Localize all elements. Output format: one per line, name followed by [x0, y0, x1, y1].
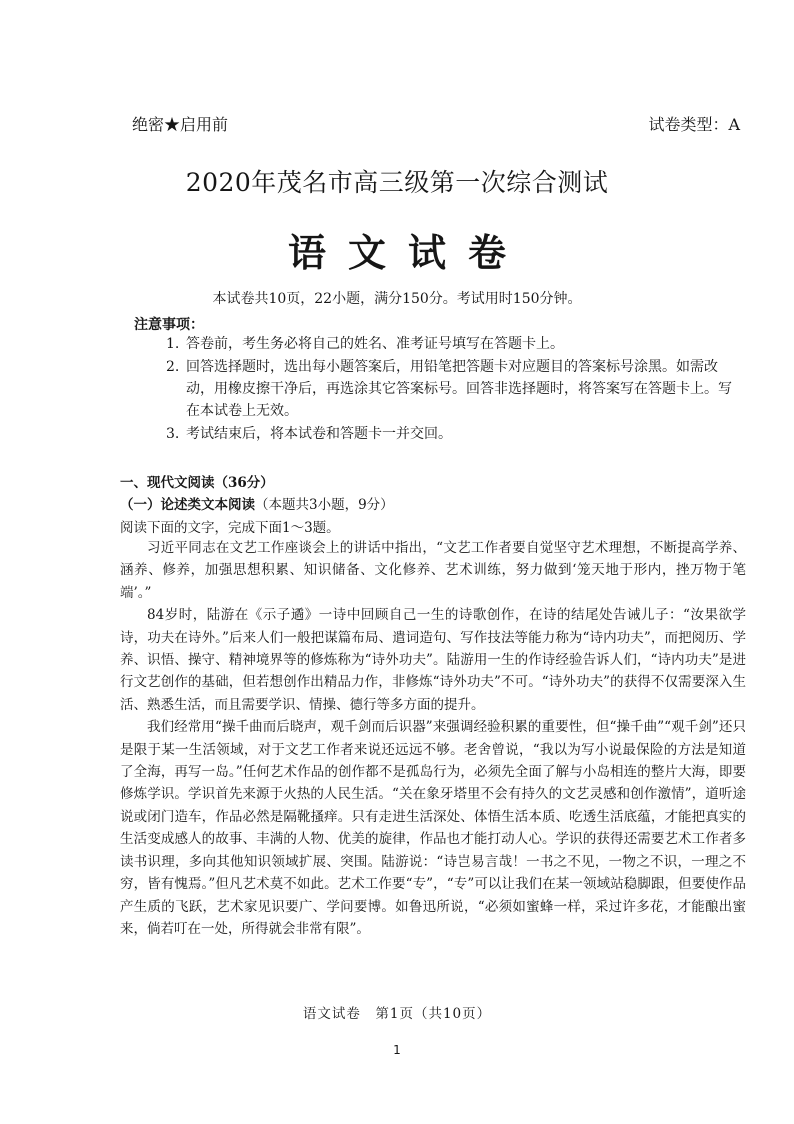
passage-paragraph: 习近平同志在文艺工作座谈会上的讲话中指出，“文艺工作者要自觉坚守艺术理想，不断提高学养、涵养、修养，加强思想积累、知识储备、文化修养、艺术训练，努力做到‘笼天地于形内，挫万物于笔端’。” — [120, 540, 746, 601]
notice-heading: 注意事项： — [134, 317, 204, 333]
section-heading: 一、现代文阅读（36分） — [120, 475, 274, 491]
subject-title: 语文试卷 — [287, 230, 528, 275]
reading-instruction: 阅读下面的文字，完成下面1～3题。 — [120, 520, 340, 536]
exam-title: 2020年茂名市高三级第一次综合测试 — [185, 168, 609, 197]
notice-item-number: 2. — [166, 359, 180, 375]
notice-item — [166, 333, 738, 355]
notice-item — [166, 356, 738, 422]
confidential-label: 绝密★启用前 — [132, 115, 229, 134]
subsection-title: （一）论述类文本阅读 — [120, 497, 255, 513]
notice-item-text: 答卷前，考生务必将自己的姓名、准考证号填写在答题卡上。 — [186, 336, 564, 352]
notice-list — [166, 333, 738, 446]
page-number: 1 — [393, 1043, 401, 1057]
notice-item-text: 考试结束后，将本试卷和答题卡一并交回。 — [186, 426, 452, 442]
passage-paragraph: 我们经常用“操千曲而后晓声，观千剑而后识器”来强调经验积累的重要性，但“操千曲”“观千剑”还只是限于某一生活领域，对于文艺工作者来说还远远不够。老舍曾说，“我以为写小说最保险的方法是知道了全海，再写一岛。”任何艺术作品的创作都不是孤岛行为，必须先全面了解与小岛相连的整片大海，即要修炼学识。学识首先来源于火热的人民生活。“关在象牙塔里不会有持久的文艺灵感和创作激情”，道听途说或闭门造车，作品必然是隔靴搔痒。只有走进生活深处、体悟生活本质、吃透生活底蕴，才能把真实的生活变成感人的故事、丰满的人物、优美的旋律，作品也才能打动人心。学识的获得还需要艺术工作者多读书识理，多向其他知识领域扩展、突围。陆游说：“诗岂易言哉！一书之不见，一物之不识，一理之不穷，皆有愧焉。”但凡艺术莫不如此。艺术工作要“专”，“专”可以让我们在某一领域站稳脚跟，但要使作品产生质的飞跃，艺术家见识要广、学问要博。如鲁迅所说，“必须如蜜蜂一样，采过许多花，才能酿出蜜来，倘若叮在一处，所得就会非常有限”。 — [120, 719, 746, 937]
reading-passage — [120, 537, 746, 940]
notice-item-text: 回答选择题时，选出每小题答案后，用铅笔把答题卡对应题目的答案标号涂黑。如需改动，用橡皮擦干净后，再选涂其它答案标号。回答非选择题时，将答案写在答题卡上。写在本试卷上无效。 — [186, 359, 732, 419]
subsection-heading — [120, 493, 394, 513]
passage-paragraph: 84岁时，陆游在《示子遹》一诗中回顾自己一生的诗歌创作，在诗的结尾处告诫儿子：“汝果欲学诗，功夫在诗外。”后来人们一般把谋篇布局、遣词造句、写作技法等能力称为“诗内功夫”，而把阅历、学养、识悟、操守、精神境界等的修炼称为“诗外功夫”。陆游用一生的作诗经验告诉人们，“诗内功夫”是进行文艺创作的基础，但若想创作出精品力作，非修炼“诗外功夫”不可。“诗外功夫”的获得不仅需要深入生活、熟悉生活，而且需要学识、情操、德行等多方面的提升。 — [120, 607, 746, 713]
notice-item-number: 3. — [166, 426, 180, 442]
page-footer: 语文试卷 第1页（共10页） — [302, 1006, 492, 1022]
notice-item — [166, 423, 738, 445]
paper-type-label: 试卷类型：A — [648, 115, 740, 134]
subsection-note: （本题共3小题，9分） — [255, 497, 394, 513]
notice-item-number: 1. — [166, 336, 180, 352]
exam-intro: 本试卷共10页，22小题，满分150分。考试用时150分钟。 — [212, 291, 582, 307]
